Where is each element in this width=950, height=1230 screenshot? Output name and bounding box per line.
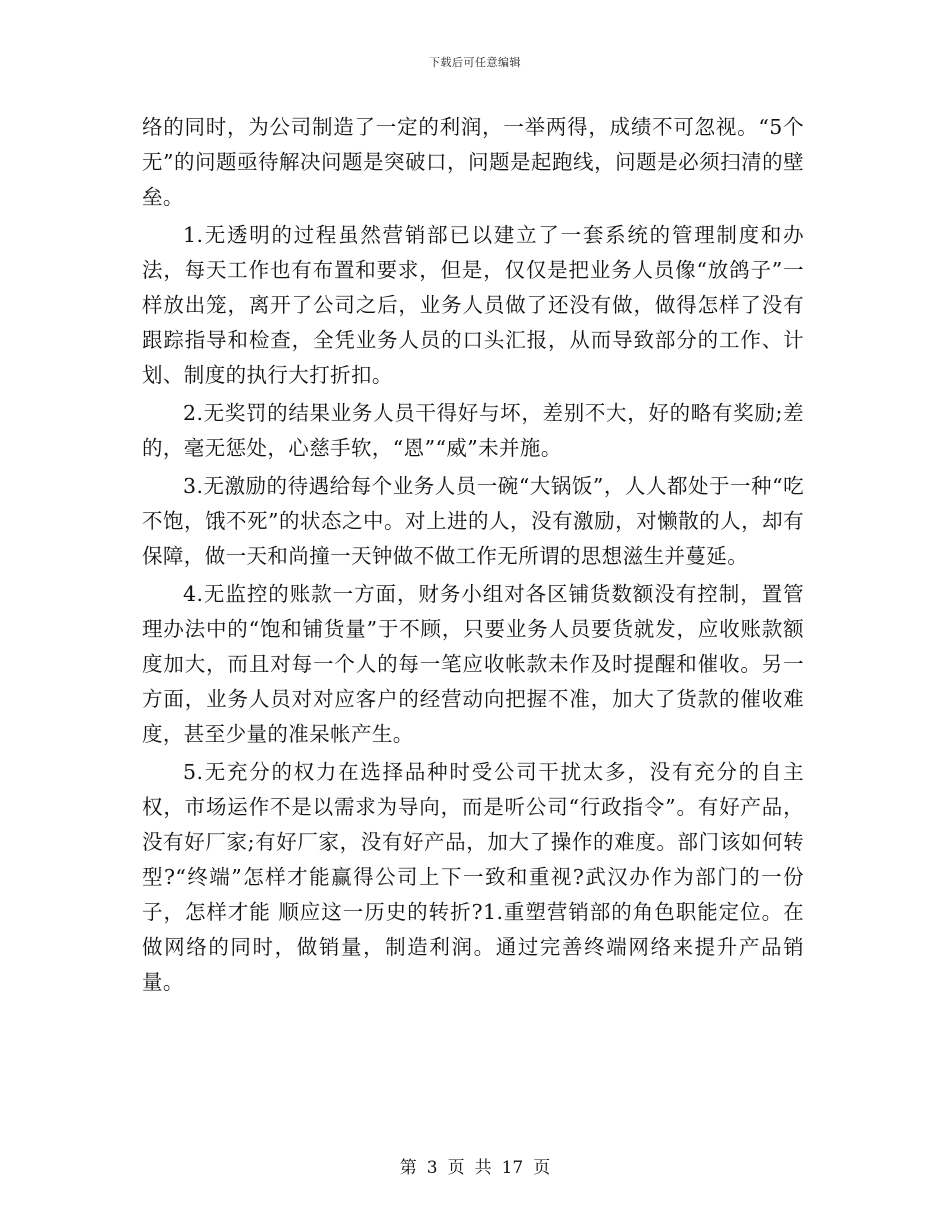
footer-total-unit: 页 xyxy=(533,1158,551,1178)
page-header: 下载后可任意编辑 xyxy=(429,56,521,69)
footer-total-prefix: 共 xyxy=(474,1158,492,1178)
footer-total-pages: 17 xyxy=(501,1158,524,1178)
paragraph-item-3: 3.无激励的待遇给每个业务人员一碗“大锅饭”，人人都处于一种“吃不饱，饿不死”的状态之中。对上进的人，没有激励，对懒散的人，却有保障，做一天和尚撞一天钟做不做工作无所谓的思想滋生并蔓延。 xyxy=(142,474,804,568)
footer-page-unit: 页 xyxy=(447,1158,465,1178)
paragraph-item-4: 4.无监控的账款一方面，财务小组对各区铺货数额没有控制，置管理办法中的“饱和铺货量”于不顾，只要业务人员要货就发，应收账款额度加大，而且对每一个人的每一笔应收帐款未作及时提醒和催收。另一方面，业务人员对对应客户的经营动向把握不准，加大了货款的催收难度，甚至少量的准呆帐产生。 xyxy=(142,582,804,746)
footer-prefix: 第 xyxy=(399,1158,417,1178)
document-body xyxy=(142,110,804,1003)
paragraph-item-1: 1.无透明的过程虽然营销部已以建立了一套系统的管理制度和办法，每天工作也有布置和要求，但是，仅仅是把业务人员像“放鸽子”一样放出笼，离开了公司之后，业务人员做了还没有做，做得怎样了没有跟踪指导和检查，全凭业务人员的口头汇报，从而导致部分的工作、计划、制度的执行大打折扣。 xyxy=(142,223,804,387)
page-footer xyxy=(0,1153,950,1178)
footer-page-number: 3 xyxy=(426,1158,438,1178)
paragraph-item-5: 5.无充分的权力在选择品种时受公司干扰太多，没有充分的自主权，市场运作不是以需求为导向，而是听公司“行政指令”。有好产品，没有好厂家;有好厂家，没有好产品，加大了操作的难度。部门该如何转型?“终端”怎样才能赢得公司上下一致和重视?武汉办作为部门的一份子，怎样才能 顺应这一历史的转折?1.重塑营销部的角色职能定位。在做网络的同时，做销量，制造利润。通过完善终端网络来提升产品销量。 xyxy=(142,760,804,994)
paragraph-continuation: 络的同时，为公司制造了一定的利润，一举两得，成绩不可忽视。“5个无”的问题亟待解决问题是突破口，问题是起跑线，问题是必须扫清的壁垒。 xyxy=(142,115,804,209)
paragraph-item-2: 2.无奖罚的结果业务人员干得好与坏，差别不大，好的略有奖励;差的，毫无惩处，心慈手软，“恩”“威”未并施。 xyxy=(142,401,804,460)
